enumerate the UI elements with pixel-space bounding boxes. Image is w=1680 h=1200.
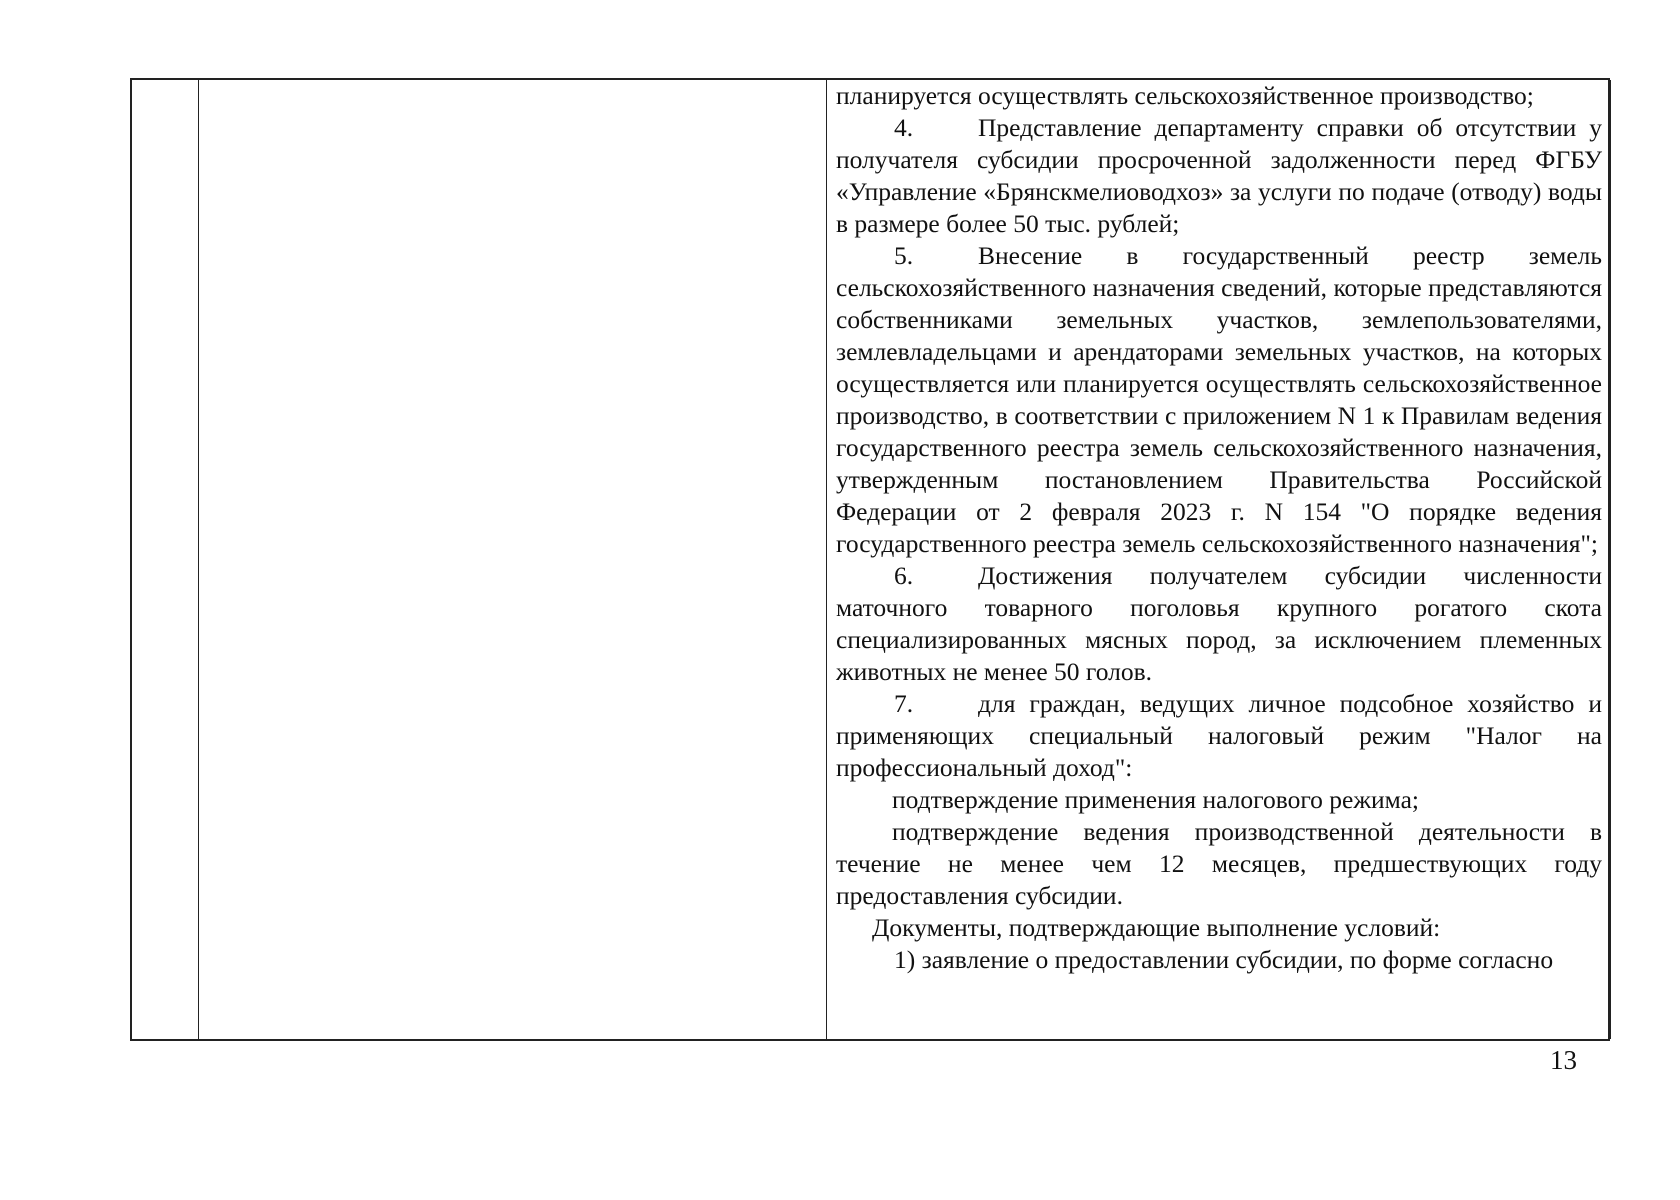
document-item-1: 1) заявление о предоставлении субсидии, по форме согласно (894, 945, 1554, 974)
item-5 (836, 240, 1602, 560)
item-6 (836, 560, 1602, 688)
conditions-text-column (836, 80, 1602, 976)
item-4 (836, 112, 1602, 240)
item-number: 6. (894, 561, 914, 590)
item-number: 4. (894, 113, 914, 142)
sub-item-activity: подтверждение ведения производственной деятельности в течение не менее чем 12 месяцев, предшествующих году предоставления субсидии. (836, 817, 1602, 910)
column-divider (826, 80, 827, 1039)
sub-item-tax-regime: подтверждение применения налогового режима; (892, 785, 1419, 814)
column-divider (198, 80, 199, 1039)
column-divider (1610, 80, 1611, 1039)
item-text: Представление департаменту справки об отсутствии у получателя субсидии просроченной задолженности перед ФГБУ «Управление «Брянскмелиоводхоз» за услуги по подаче (отводу) воды в размере более 50 тыс. рублей; (836, 113, 1602, 238)
page-number: 13 (1550, 1045, 1577, 1075)
item-text: для граждан, ведущих личное подсобное хозяйство и применяющих специальный налоговый режим "Налог на профессиональный доход": (836, 689, 1602, 782)
documents-heading: Документы, подтверждающие выполнение условий: (872, 913, 1441, 942)
item-number: 7. (894, 689, 914, 718)
item-7 (836, 688, 1602, 784)
item-text: Внесение в государственный реестр земель сельскохозяйственного назначения сведений, которые представляются собственниками земельных участков, землепользователями, землевладельцами и арендаторами земельных участков, на которых осуществляется или планируется осуществлять сельскохозяйственное производство, в соответствии с приложением N 1 к Правилам ведения государственного реестра земель сельскохозяйственного назначения, утвержденным постановлением Правительства Российской Федерации от 2 февраля 2023 г. N 154 "О порядке ведения государственного реестра земель сельскохозяйственного назначения"; (836, 241, 1602, 558)
item-text: Достижения получателем субсидии численности маточного товарного поголовья крупного рогатого скота специализированных мясных пород, за исключением племенных животных не менее 50 голов. (836, 561, 1602, 686)
item-number: 5. (894, 241, 914, 270)
text-line-continuation: планируется осуществлять сельскохозяйственное производство; (836, 81, 1534, 110)
document-table (130, 78, 1610, 1041)
